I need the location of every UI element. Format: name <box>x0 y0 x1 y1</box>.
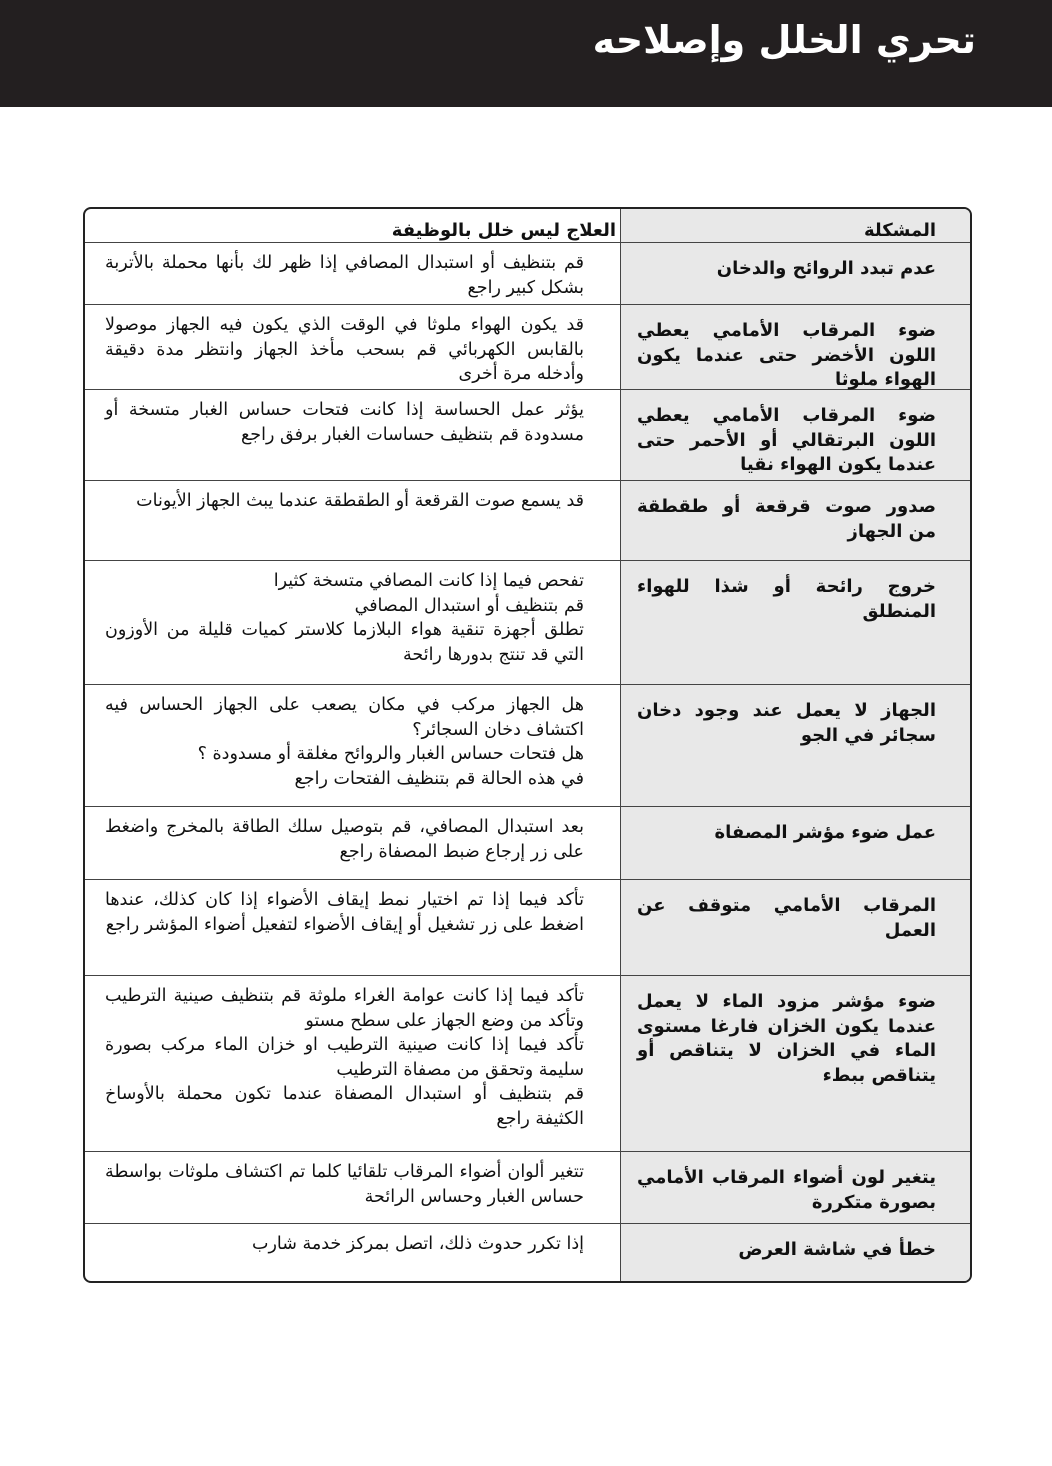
remedy-line: تطلق أجهزة تنقية هواء البلازما كلاستر كميات قليلة من الأوزون التي قد تنتج بدورها رائحة <box>105 620 584 665</box>
table-row <box>85 305 970 390</box>
remedy-line: قد يسمع صوت القرقعة أو الطقطقة عندما يبث الجهاز الأيونات <box>136 491 584 511</box>
remedy-cell <box>85 243 620 304</box>
table-row <box>85 880 970 976</box>
problem-cell: ضوء مؤشر مزود الماء لا يعمل عندما يكون الخزان فارغا مستوى الماء في الخزان لا يتناقص أو يتناقص ببطء <box>620 976 970 1151</box>
remedy-line: تفحص فيما إذا كانت المصافي متسخة كثيرا <box>273 571 584 591</box>
remedy-line: قم بتنظيف أو استبدال المصافي إذا ظهر لك بأنها محملة بالأتربة بشكل كبير راجع <box>105 253 584 298</box>
table-row <box>85 481 970 561</box>
remedy-cell <box>85 481 620 560</box>
table-row <box>85 561 970 685</box>
remedy-line: إذا تكرر حدوث ذلك، اتصل بمركز خدمة شارب <box>251 1234 584 1254</box>
remedy-cell <box>85 390 620 480</box>
remedy-line: قد يكون الهواء ملوثا في الوقت الذي يكون فيه الجهاز موصولا بالقابس الكهربائي قم بسحب مأخذ الجهاز وانتظر مدة دقيقة وأدخله مرة أخرى <box>105 315 584 384</box>
table-row <box>85 1224 970 1281</box>
remedy-line: في هذه الحالة قم بتنظيف الفتحات راجع <box>294 768 584 789</box>
table-header-row <box>85 209 970 243</box>
remedy-line: تأكد فيما إذا كانت عوامة الغراء ملوثة قم بتنظيف صينية الترطيب وتأكد من وضع الجهاز على سطح مستو <box>105 986 584 1031</box>
remedy-cell <box>85 1152 620 1223</box>
table-row <box>85 243 970 305</box>
problem-cell: صدور صوت قرقعة أو طقطقة من الجهاز <box>620 481 970 560</box>
problem-cell: خروج رائحة أو شذا للهواء المنطلق <box>620 561 970 684</box>
remedy-cell <box>85 976 620 1151</box>
remedy-line: تأكد فيما إذا كانت صينية الترطيب او خزان الماء مركب بصورة سليمة وتحقق من مصفاة الترطيب <box>105 1035 584 1080</box>
problem-cell: عمل ضوء مؤشر المصفاة <box>620 807 970 879</box>
column-header-problem: المشكلة <box>620 209 970 242</box>
remedy-cell <box>85 561 620 684</box>
remedy-cell <box>85 880 620 975</box>
table-row <box>85 976 970 1152</box>
remedy-line: تتغير ألوان أضواء المرقاب تلقائيا كلما تم اكتشاف ملوثات بواسطة حساس الغبار وحساس الرائحة <box>105 1162 584 1207</box>
problem-cell: ضوء المرقاب الأمامي يعطي اللون البرتقالي أو الأحمر حتى عندما يكون الهواء نقيا <box>620 390 970 480</box>
remedy-line: بعد استبدال المصافي، قم بتوصيل سلك الطاقة بالمخرج واضغط على زر إرجاع ضبط المصفاة راجع <box>105 817 584 862</box>
title-bar <box>0 0 1052 107</box>
remedy-cell <box>85 1224 620 1281</box>
remedy-cell <box>85 807 620 879</box>
troubleshooting-table <box>83 207 972 1283</box>
problem-cell: المرقاب الأمامي متوقف عن العمل <box>620 880 970 975</box>
remedy-line: تأكد فيما إذا تم اختيار نمط إيقاف الأضواء إذا كان كذلك، عندها اضغط على زر تشغيل أو إيقاف الأضواء لتفعيل أضواء المؤشر راجع <box>105 890 584 935</box>
remedy-line: يؤثر عمل الحساسة إذا كانت فتحات حساس الغبار متسخة أو مسدودة قم بتنظيف حساسات الغبار برفق راجع <box>105 400 584 445</box>
table-row <box>85 807 970 880</box>
problem-cell: الجهاز لا يعمل عند وجود دخان سجائر في الجو <box>620 685 970 806</box>
table-row <box>85 1152 970 1224</box>
remedy-line: هل الجهاز مركب في مكان يصعب على الجهاز الحساس فيه اكتشاف دخان السجائر؟ <box>105 695 584 740</box>
page-title: تحري الخلل وإصلاحه <box>592 18 976 62</box>
column-header-remedy: العلاج ليس خلل بالوظيفة <box>391 220 616 241</box>
problem-cell: عدم تبدد الروائح والدخان <box>620 243 970 304</box>
table-row <box>85 390 970 481</box>
remedy-line: قم بتنظيف أو استبدال المصافي <box>354 595 584 616</box>
problem-cell: خطأ في شاشة العرض <box>620 1224 970 1281</box>
remedy-line: هل فتحات حساس الغبار والروائح مغلقة أو مسدودة ؟ <box>197 744 584 764</box>
remedy-cell <box>85 685 620 806</box>
remedy-line: قم بتنظيف أو استبدال المصفاة عندما تكون محملة بالأوساخ الكثيفة راجع <box>105 1084 584 1129</box>
remedy-cell <box>85 305 620 389</box>
table-row <box>85 685 970 807</box>
problem-cell: ضوء المرقاب الأمامي يعطي اللون الأخضر حتى عندما يكون الهواء ملوثا <box>620 305 970 389</box>
problem-cell: يتغير لون أضواء المرقاب الأمامي بصورة متكررة <box>620 1152 970 1223</box>
